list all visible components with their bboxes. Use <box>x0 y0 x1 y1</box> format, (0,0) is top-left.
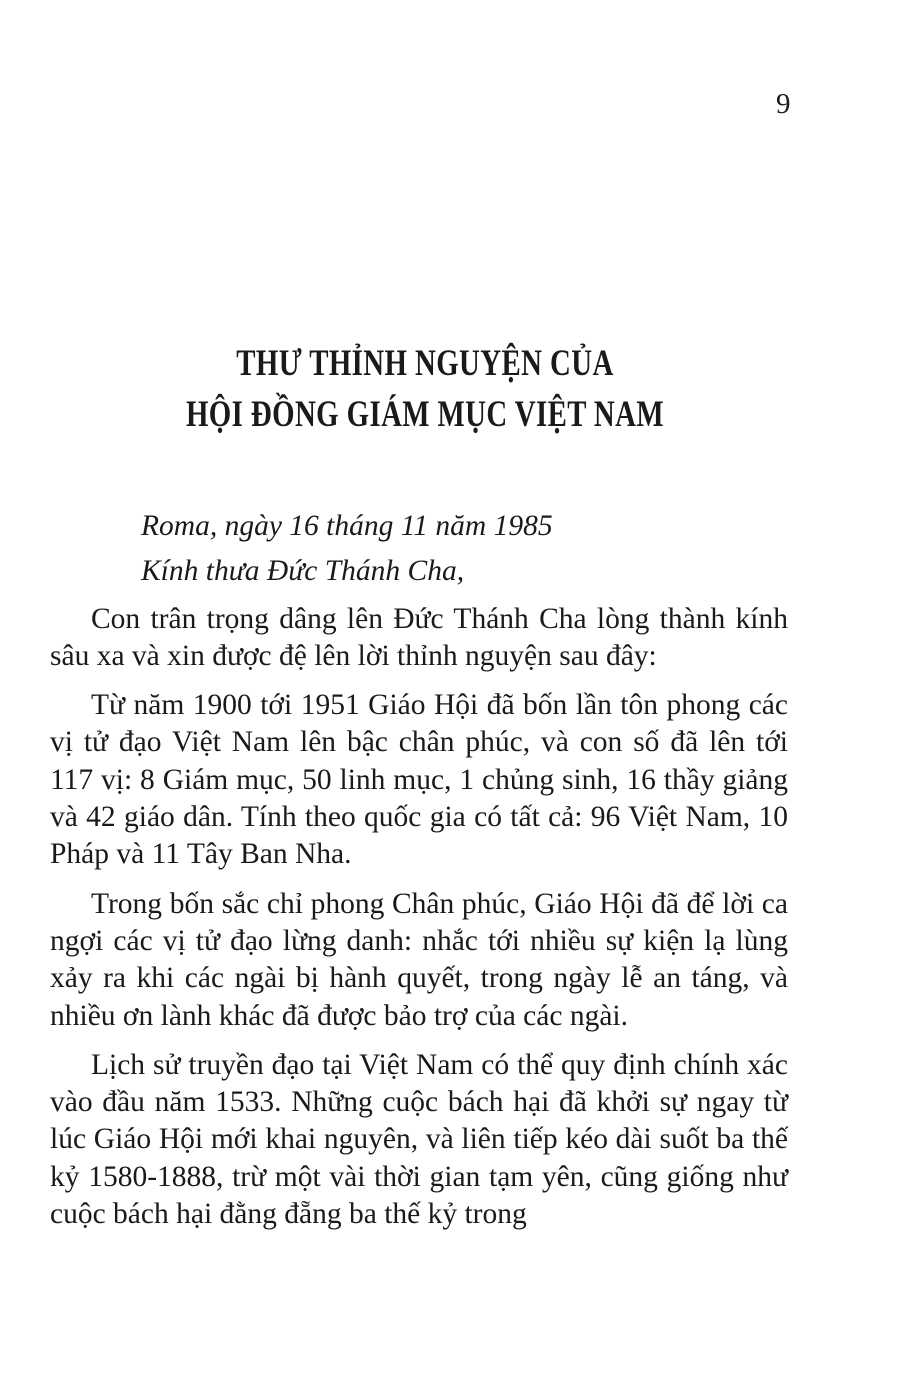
paragraph: Từ năm 1900 tới 1951 Giáo Hội đã bốn lần tôn phong các vị tử đạo Việt Nam lên bậc chân phúc, và con số đã lên tới 117 vị: 8 Giám mục, 50 linh mục, 1 chủng sinh, 16 thầy giảng và 42 giáo dân. Tính theo quốc gia có tất cả: 96 Việt Nam, 10 Pháp và 11 Tây Ban Nha. <box>50 689 788 871</box>
date-line: Roma, ngày 16 tháng 11 năm 1985 <box>141 510 553 542</box>
chapter-title <box>94 338 757 440</box>
chapter-title-line-2: HỘI ĐỒNG GIÁM MỤC VIỆT NAM <box>185 394 665 435</box>
letter-body <box>50 508 788 1233</box>
paragraph: Lịch sử truyền đạo tại Việt Nam có thể quy định chính xác vào đầu năm 1533. Những cuộc bách hại đã khởi sự ngay từ lúc Giáo Hội mới khai nguyên, và liên tiếp kéo dài suốt ba thế kỷ 1580-1888, trừ một vài thời gian tạm yên, cũng giống như cuộc bách hại đằng đẵng ba thế kỷ trong <box>50 1048 788 1231</box>
paragraph: Con trân trọng dâng lên Đức Thánh Cha lòng thành kính sâu xa và xin được đệ lên lời thỉnh nguyện sau đây: <box>50 602 788 672</box>
salutation: Kính thưa Đức Thánh Cha, <box>141 555 465 588</box>
paragraph: Trong bốn sắc chỉ phong Chân phúc, Giáo Hội đã để lời ca ngợi các vị tử đạo lừng danh: nhắc tới nhiều sự kiện lạ lùng xảy ra khi các ngài bị hành quyết, trong ngày lễ an táng, và nhiều ơn lành khác đã được bảo trợ của các ngài. <box>50 887 788 1032</box>
page-number: 9 <box>776 88 791 120</box>
chapter-title-line-1: THƯ THỈNH NGUYỆN CỦA <box>236 343 614 384</box>
